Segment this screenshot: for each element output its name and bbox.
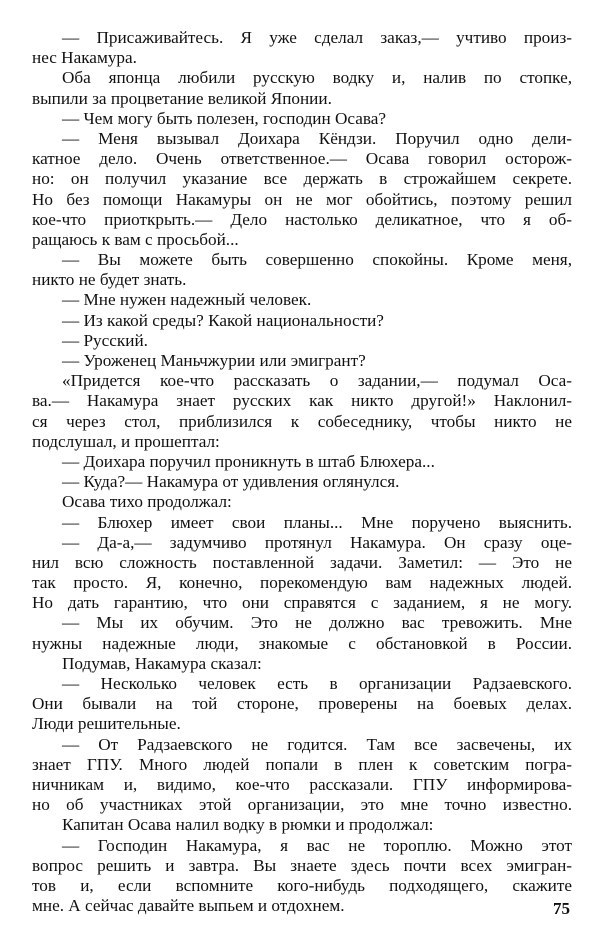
text-line: Люди решительные. [32,714,181,734]
text-line: но: он получил указание все держать в строжайшем секрете. [32,169,572,189]
text-line: нужны надежные люди, знакомые с обстановкой в России. [32,633,572,653]
text-line: — Чем могу быть полезен, господин Осава? [62,108,387,128]
text-line: нил всю сложность поставленной задачи. Заметил: — Это не [32,552,572,572]
text-line: — Куда?— Накамура от удивления оглянулся. [62,472,400,492]
text-line: мне. А сейчас давайте выпьем и отдохнем. [32,896,345,916]
text-line: — Меня вызывал Доихара Кёндзи. Поручил одно дели- [62,128,572,148]
text-line: — Господин Накамура, я вас не тороплю. Можно этот [62,835,572,855]
text-line: никто не будет знать. [32,270,187,290]
text-line: — Мы их обучим. Это не должно вас тревожить. Мне [62,613,572,633]
text-line: кое-что приоткрыть.— Дело настолько деликатное, что я об- [32,209,572,229]
text-line: Оба японца любили русскую водку и, налив по стопке, [62,68,572,88]
text-line: выпили за процветание великой Японии. [32,88,332,108]
text-line: — Вы можете быть совершенно спокойны. Кроме меня, [62,250,572,270]
text-line: «Придется кое-что рассказать о задании,— подумал Оса- [62,371,572,391]
text-line: Но без помощи Накамуры он не мог обойтись, поэтому решил [32,189,572,209]
text-line: нес Накамура. [32,48,137,68]
text-line: вопрос решить и завтра. Вы знаете здесь почти всех эмигран- [32,855,572,875]
text-line: Осава тихо продолжал: [62,492,232,512]
text-line: Подумав, Накамура сказал: [62,653,262,673]
text-line: — От Радзаевского не годится. Там все засвечены, их [62,734,572,754]
text-line: — Мне нужен надежный человек. [62,290,312,310]
text-line: ничникам и, видимо, кое-что рассказали. ГПУ информирова- [32,774,572,794]
text-line: — Русский. [62,330,148,350]
text-line: — Доихара поручил проникнуть в штаб Блюхера... [62,451,435,471]
text-line: Но дать гарантию, что они справятся с заданием, я не могу. [32,593,572,613]
text-line: — Блюхер имеет свои планы... Мне поручено выяснить. [62,512,572,532]
text-line: так просто. Я, конечно, порекомендую вам надежных людей. [32,573,572,593]
text-line: — Несколько человек есть в организации Радзаевского. [62,674,572,693]
text-line: — Присаживайтесь. Я уже сделал заказ,— учтиво произ- [62,28,572,47]
text-line: — Уроженец Маньчжурии или эмигрант? [62,351,366,370]
text-line: — Да-а,— задумчиво протянул Накамура. Он сразу оце- [62,532,572,552]
text-line: катное дело. Очень ответственное.— Осава говорил осторож- [32,149,572,169]
text-line: тов и, если вспомните кого-нибудь подходящего, скажите [32,875,572,895]
body-text [32,28,572,916]
text-line: ва.— Накамура знает русских как никто другой!» Наклонил- [32,391,572,411]
text-line: подслушал, и прошептал: [32,431,220,451]
text-line: но об участниках этой организации, это мне точно известно. [32,795,572,815]
text-line: ращаюсь к вам с просьбой... [32,229,239,249]
text-line: Они бывали на той стороне, проверены на боевых делах. [32,694,572,714]
text-line: — Из какой среды? Какой национальности? [62,310,384,330]
page-number: 75 [553,899,570,918]
text-line: ся через стол, приблизился к собеседнику, чтобы никто не [32,411,572,431]
text-line: Капитан Осава налил водку в рюмки и продолжал: [62,815,434,835]
text-line: знает ГПУ. Много людей попали в плен к советским погра- [32,754,572,774]
